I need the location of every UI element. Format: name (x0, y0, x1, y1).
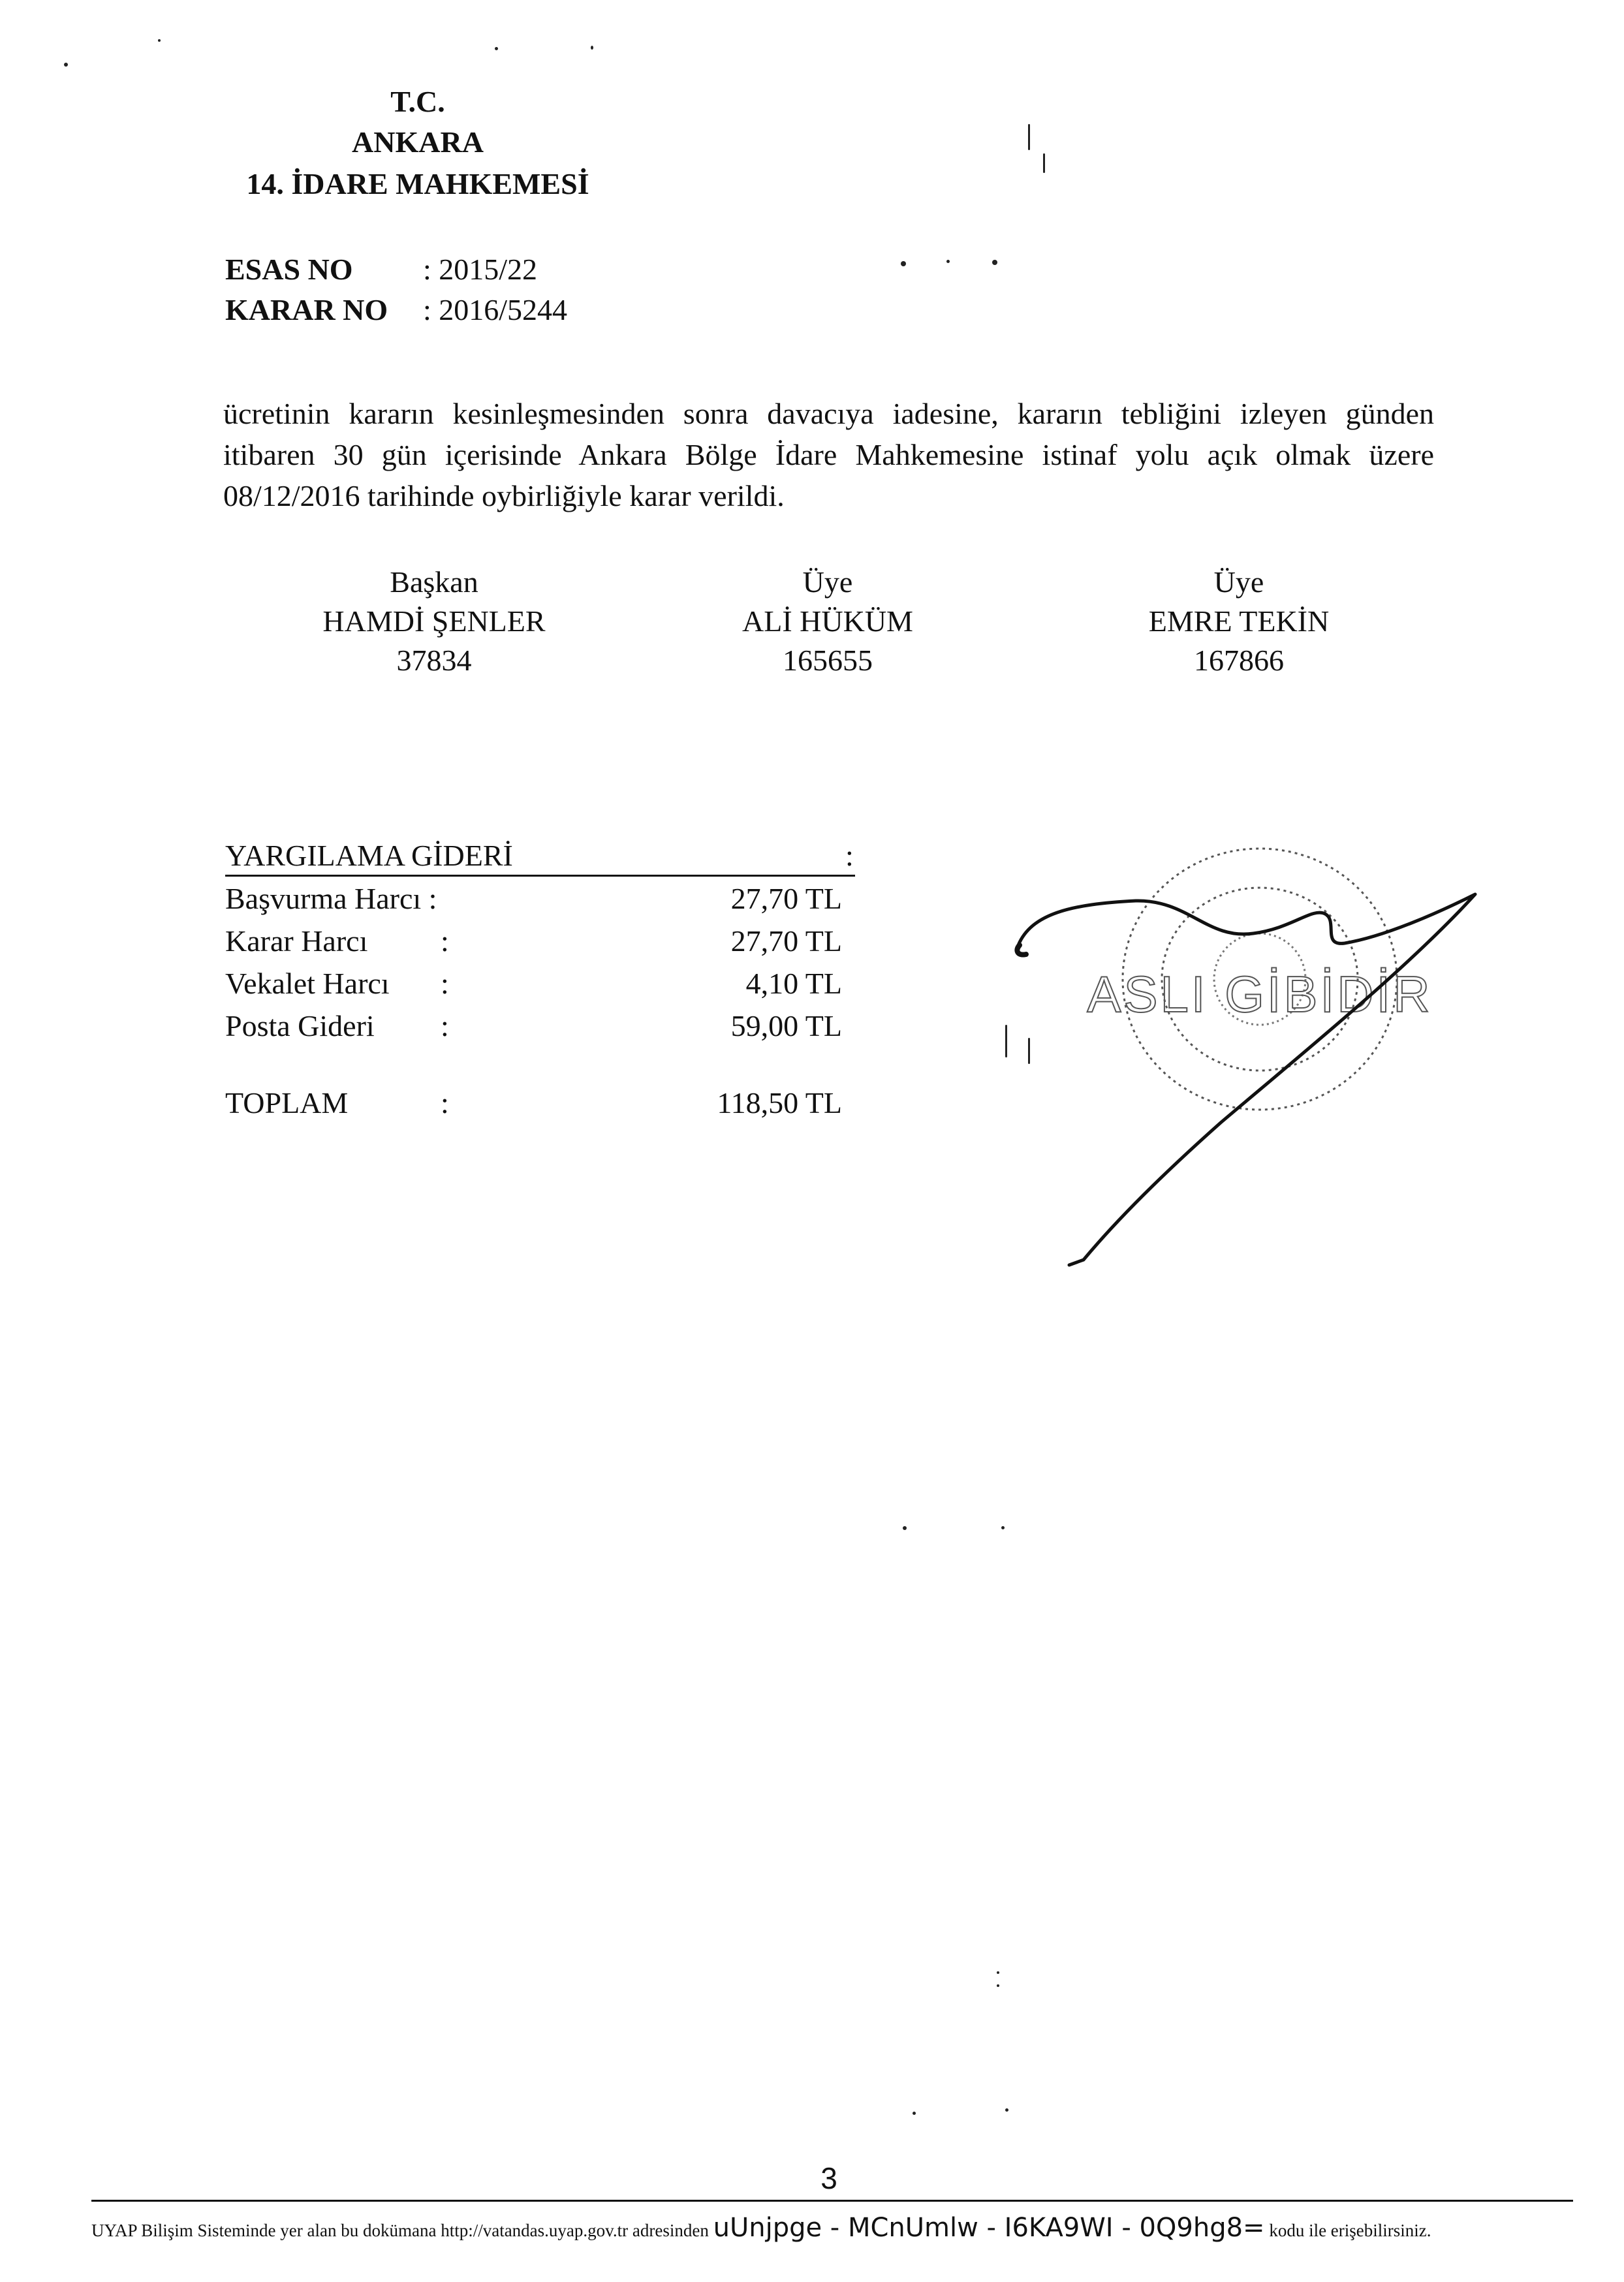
paragraph-line: 08/12/2016 tarihinde oybirliğiyle karar verildi. (223, 479, 785, 512)
esas-value: : 2015/22 (423, 253, 538, 286)
signature-stroke (1018, 894, 1475, 1265)
signatory-role: Üye (802, 565, 853, 599)
footer-note (91, 2213, 1573, 2243)
expense-amount: 4,10 TL (745, 967, 842, 1000)
total-label: TOPLAM (225, 1086, 349, 1119)
footer-suffix: kodu ile erişebilirsiniz. (1269, 2221, 1431, 2240)
scan-speck (1005, 1025, 1007, 1057)
expenses-underline (225, 875, 855, 877)
expense-label: Vekalet Harcı (225, 967, 390, 1000)
signatory-number: 37834 (396, 644, 472, 677)
scan-speck (1028, 1038, 1030, 1064)
signature-hook (1017, 945, 1026, 955)
scan-speck (903, 1526, 907, 1530)
scan-speck (913, 2112, 916, 2115)
total-amount: 118,50 TL (717, 1086, 842, 1119)
signatory-chair (264, 563, 604, 680)
scan-speck (997, 1984, 999, 1987)
expense-label: Karar Harcı (225, 924, 368, 958)
official-stamp-with-signature (992, 816, 1527, 1338)
scan-speck (64, 63, 68, 67)
expense-separator: : (441, 1009, 449, 1042)
header-court: 14. İDARE MAHKEMESİ (246, 167, 589, 200)
paragraph-line: ücretinin kararın kesinleşmesinden sonra davacıya iadesine, kararın tebliğini izleyen günden (223, 397, 1434, 430)
signatory-name: ALİ HÜKÜM (742, 604, 913, 638)
expense-label: Başvurma Harcı : (225, 882, 437, 915)
expense-separator: : (441, 924, 449, 958)
footer-rule (91, 2200, 1573, 2202)
total-separator: : (441, 1086, 449, 1119)
footer-access-code: uUnjpge - MCnUmlw - I6KA9WI - 0Q9hg8= (713, 2213, 1265, 2243)
signatory-member-2 (1069, 563, 1409, 680)
header-city: ANKARA (352, 125, 484, 159)
signatory-number: 167866 (1194, 644, 1284, 677)
scan-speck (992, 260, 997, 265)
expense-label: Posta Gideri (225, 1009, 375, 1042)
scan-speck (1043, 153, 1045, 173)
signatory-role: Başkan (390, 565, 478, 599)
signatory-name: HAMDİ ŞENLER (322, 604, 546, 638)
expenses-title-colon: : (845, 839, 854, 872)
footer-prefix: UYAP Bilişim Sisteminde yer alan bu dokümana http://vatandas.uyap.gov.tr adresinden (91, 2221, 709, 2240)
page-number: 3 (820, 2161, 837, 2195)
scan-speck (946, 260, 950, 263)
expense-amount: 59,00 TL (730, 1009, 842, 1042)
scan-speck (901, 261, 906, 266)
scan-speck (1028, 124, 1030, 150)
expenses-title: YARGILAMA GİDERİ (225, 839, 513, 872)
karar-label: KARAR NO (225, 293, 388, 326)
esas-label: ESAS NO (225, 253, 353, 286)
signatory-role: Üye (1213, 565, 1264, 599)
scan-speck (997, 1971, 999, 1974)
expense-separator: : (441, 967, 449, 1000)
expense-amount: 27,70 TL (730, 882, 842, 915)
scan-speck (591, 46, 593, 50)
stamp-text: ASLI GİBİDİR (1087, 965, 1433, 1023)
signatory-member-1 (658, 563, 997, 680)
scan-speck (1005, 2108, 1008, 2112)
header-country: T.C. (390, 85, 445, 118)
scan-speck (158, 39, 161, 42)
signatory-number: 165655 (783, 644, 873, 677)
decision-paragraph (223, 393, 1434, 516)
scan-speck (1001, 1526, 1005, 1529)
scan-speck (495, 47, 498, 50)
paragraph-line: itibaren 30 gün içerisinde Ankara Bölge İdare Mahkemesine istinaf yolu açık olmak üzere (223, 438, 1434, 471)
expense-amount: 27,70 TL (730, 924, 842, 958)
signatory-name: EMRE TEKİN (1148, 604, 1330, 638)
karar-value: : 2016/5244 (423, 293, 568, 326)
